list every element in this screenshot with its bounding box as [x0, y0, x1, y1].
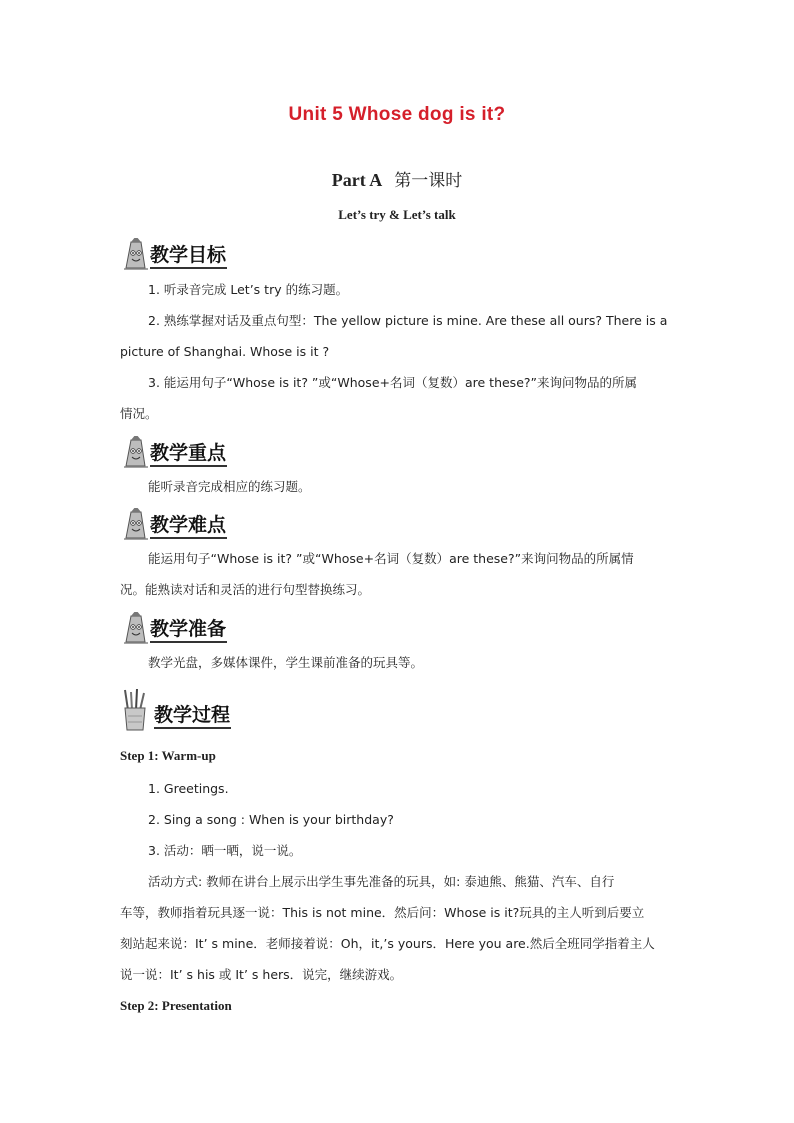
pencil-cup-icon: [120, 688, 150, 732]
lesson-label: 第一课时: [394, 171, 463, 191]
objective-line-2: 2. 熟练掌握对话及重点句型：The yellow picture is mine. Are these all ours? There is a: [148, 313, 668, 328]
unit-title: Unit 5 Whose dog is it?: [288, 104, 506, 125]
pencil-character-icon: [120, 508, 150, 542]
section-title: 教学重点: [150, 442, 227, 467]
section-title: 教学难点: [150, 514, 227, 539]
objective-line-1: 1. 听录音完成 Let’s try 的练习题。: [148, 282, 349, 297]
step-1-line-3: 3. 活动：晒一晒，说一说。: [148, 843, 302, 858]
step-2-title: Step 2: Presentation: [120, 998, 232, 1013]
preparation-text: 教学光盘，多媒体课件，学生课前准备的玩具等。: [148, 655, 424, 670]
section-title: 教学过程: [154, 704, 231, 729]
section-title: 教学目标: [150, 244, 227, 269]
pencil-character-icon: [120, 238, 150, 272]
step-1-title: Step 1: Warm-up: [120, 748, 216, 763]
key-points-text: 能听录音完成相应的练习题。: [148, 479, 311, 494]
step-1-line-6: 刻站起来说：It’ s mine．老师接着说：Oh，it,’s yours．Here you are.然后全班同学指着主人: [120, 936, 655, 951]
lesson-subtitle: Let’s try & Let’s talk: [338, 207, 456, 222]
difficulties-line-2: 况。能熟读对话和灵活的进行句型替换练习。: [120, 582, 371, 597]
step-1-line-7: 说一说：It’ s his 或 It’ s hers．说完，继续游戏。: [120, 967, 403, 982]
section-title: 教学准备: [150, 618, 227, 643]
step-1-line-1: 1. Greetings.: [148, 781, 229, 796]
objective-line-3: 3. 能运用句子“Whose is it? ”或“Whose+名词（复数）are these?”来询问物品的所属: [148, 375, 637, 390]
part-heading: [0, 166, 794, 191]
difficulties-line-1: 能运用句子“Whose is it? ”或“Whose+名词（复数）are these?”来询问物品的所属情: [148, 551, 634, 566]
pencil-character-icon: [120, 612, 150, 646]
step-1-line-2: 2. Sing a song : When is your birthday?: [148, 812, 394, 827]
step-1-line-4: 活动方式: 教师在讲台上展示出学生事先准备的玩具，如: 泰迪熊、熊猫、汽车、自行: [148, 874, 615, 889]
pencil-character-icon: [120, 436, 150, 470]
step-1-line-5: 车等，教师指着玩具逐一说：This is not mine．然后问：Whose is it?玩具的主人听到后要立: [120, 905, 645, 920]
objective-line-2-cont: picture of Shanghai. Whose is it ?: [120, 344, 330, 359]
part-label: Part A: [331, 170, 383, 190]
objective-line-3-cont: 情况。: [120, 406, 158, 421]
